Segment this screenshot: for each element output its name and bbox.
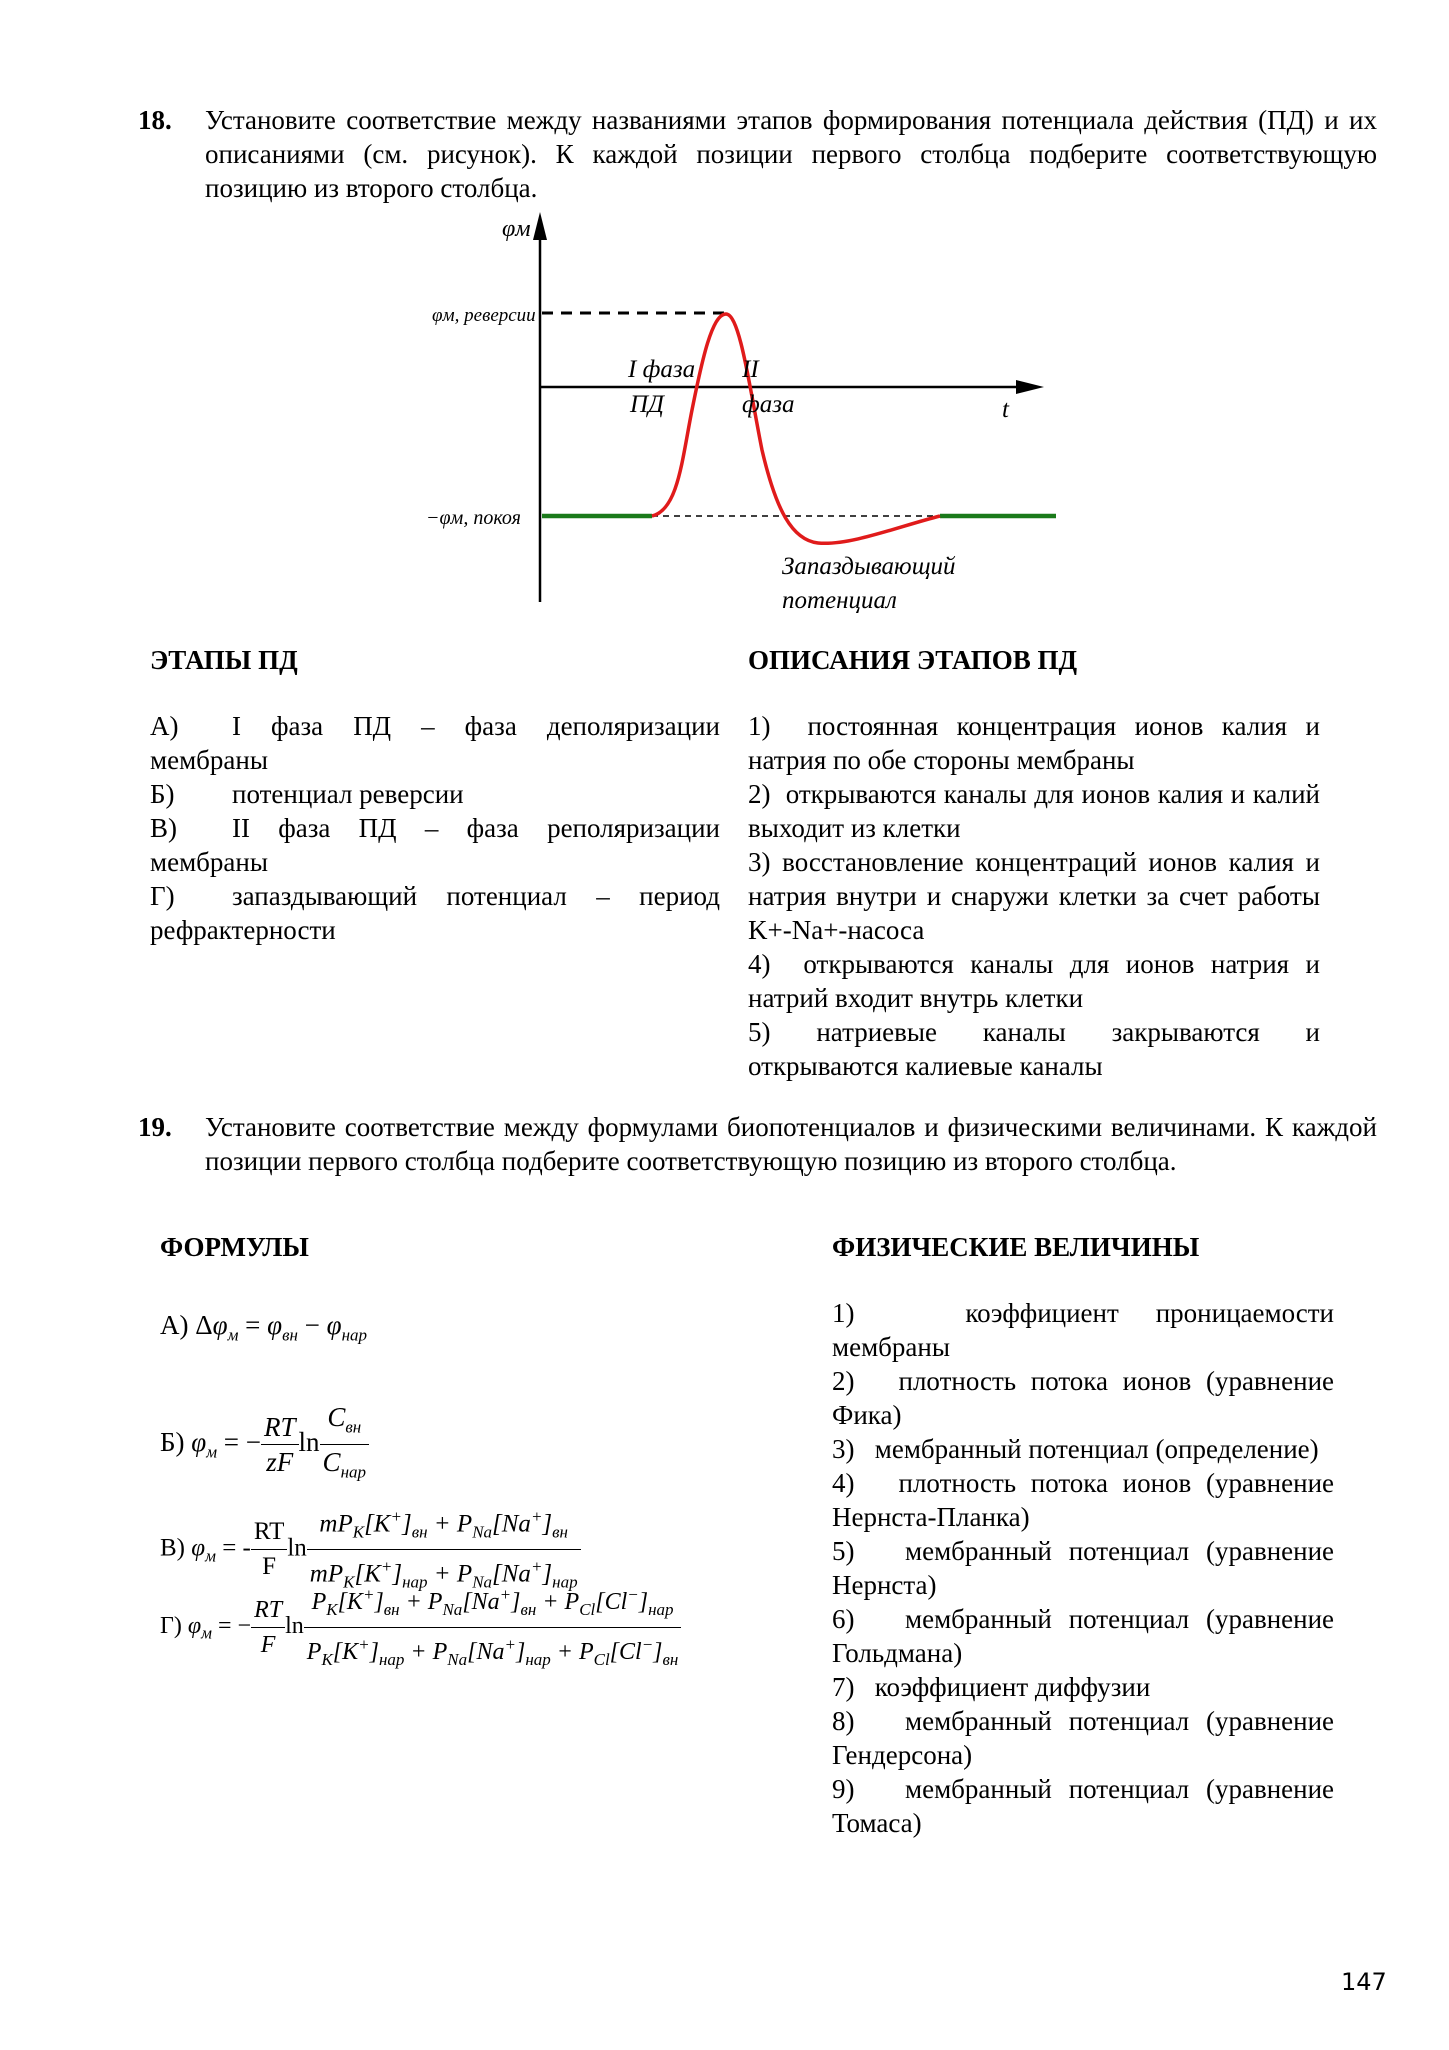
formula-g: Г) $\varphi_м$ = − $\frac{RT}{F}$ ln $\frac{P_K[K^+]_{вн} + P_{Na}[Na^+]_{вн} + P_{Cl}[Cl^-]_{нар}}{P_K[K^+]_{нар} + P_{Na}[Na^+]_{нар} + P_{Cl}[Cl^-]_{вн}}$ bbox=[160, 1578, 681, 1677]
description-item-4: 4) открываются каналы для ионов натрия и натрий входит внутрь клетки bbox=[748, 949, 1320, 1013]
quantity-item-8: 8) мембранный потенциал (уравнение Гендерсона) bbox=[832, 1706, 1335, 1770]
quantities-list bbox=[832, 1296, 1334, 1840]
stage-item-v: В) II фаза ПД – фаза реполяризации мембраны bbox=[150, 813, 720, 877]
phase1-label-line1: I фаза bbox=[628, 356, 696, 383]
action-potential-figure bbox=[420, 210, 1060, 630]
question-18-text: Установите соответствие между названиями этапов формирования потенциала действия (ПД) и их описаниями (см. рисунок). К каждой позиции первого столбца подберите соответствующую позицию из второго столбца. bbox=[205, 105, 1377, 203]
phase1-label-line2: ПД bbox=[630, 391, 664, 418]
descriptions-list bbox=[748, 709, 1320, 1083]
formula-v: В) $\varphi_м$ = - $\frac{RT}{F}$ ln $\frac{mP_K[K^+]_{вн} + P_{Na}[Na^+]_{вн}}{mP_K[K^+]_{нар} + P_{Na}[Na^+]_{нар}}$ bbox=[160, 1500, 581, 1600]
x-axis-label: t bbox=[1002, 396, 1009, 423]
quantity-item-7: 7) коэффициент диффузии bbox=[832, 1672, 1151, 1702]
question-19-text: Установите соответствие между формулами биопотенциалов и физическими величинами. К каждой позиции первого столбца подберите соответствующую позицию из второго столбца. bbox=[205, 1112, 1377, 1176]
quantity-item-2: 2) плотность потока ионов (уравнение Фика) bbox=[832, 1366, 1335, 1430]
quantity-item-6: 6) мембранный потенциал (уравнение Гольдмана) bbox=[832, 1604, 1335, 1668]
formula-b: Б) $\varphi_м$ = − $\frac{RT}{zF}$ ln $\frac{C_{вн}}{C_{нар}}$ bbox=[160, 1400, 369, 1490]
description-item-2: 2) открываются каналы для ионов калия и калий выходит из клетки bbox=[748, 779, 1321, 843]
quantities-header: ФИЗИЧЕСКИЕ ВЕЛИЧИНЫ bbox=[832, 1232, 1200, 1262]
page-number: 147 bbox=[1341, 1968, 1387, 1996]
description-item-3: 3) восстановление концентраций ионов калия и натрия внутри и снаружи клетки за счет работы K+-Na+-насоса bbox=[748, 847, 1321, 945]
descriptions-header: ОПИСАНИЯ ЭТАПОВ ПД bbox=[748, 645, 1078, 675]
quantity-item-9: 9) мембранный потенциал (уравнение Томаса) bbox=[832, 1774, 1335, 1838]
reversal-label: φм, реверсии bbox=[432, 305, 536, 326]
x-axis-arrow bbox=[1016, 380, 1044, 394]
phase2-label-line1: II bbox=[742, 356, 759, 383]
formula-v-marker: В) bbox=[160, 1534, 185, 1562]
description-item-5: 5) натриевые каналы закрываются и открываются калиевые каналы bbox=[748, 1017, 1321, 1081]
formulas-header: ФОРМУЛЫ bbox=[160, 1232, 309, 1262]
quantity-item-3: 3) мембранный потенциал (определение) bbox=[832, 1434, 1319, 1464]
formula-b-marker: Б) bbox=[160, 1427, 185, 1458]
action-potential-curve bbox=[652, 314, 940, 543]
y-axis-label: φм bbox=[502, 216, 531, 242]
quantity-item-4: 4) плотность потока ионов (уравнение Нернста-Планка) bbox=[832, 1468, 1335, 1532]
question-19-number: 19. bbox=[138, 1112, 172, 1142]
y-axis-arrow bbox=[533, 212, 547, 240]
delayed-label-line1: Запаздывающий bbox=[782, 553, 956, 580]
quantity-item-1: 1) коэффициент проницаемости мембраны bbox=[832, 1298, 1334, 1362]
phase2-label-line2: фаза bbox=[742, 391, 795, 418]
question-18-number: 18. bbox=[138, 105, 172, 135]
stage-item-b: Б) потенциал реверсии bbox=[150, 779, 464, 809]
stage-item-g: Г) запаздывающий потенциал – период рефрактерности bbox=[150, 881, 720, 945]
stages-header: ЭТАПЫ ПД bbox=[150, 645, 298, 675]
formula-a-marker: А) bbox=[160, 1310, 189, 1340]
stage-item-a: А) I фаза ПД – фаза деполяризации мембраны bbox=[150, 711, 720, 775]
stages-list bbox=[150, 709, 720, 947]
rest-label: −φм, покоя bbox=[426, 507, 521, 529]
formula-g-marker: Г) bbox=[160, 1612, 182, 1639]
quantity-item-5: 5) мембранный потенциал (уравнение Нернста) bbox=[832, 1536, 1335, 1600]
delayed-label-line2: потенциал bbox=[782, 587, 897, 614]
formula-a: А) $\Delta\varphi_м = \varphi_{вн} - \varphi_{нар}$ bbox=[160, 1310, 368, 1345]
description-item-1: 1) постоянная концентрация ионов калия и натрия по обе стороны мембраны bbox=[748, 711, 1320, 775]
